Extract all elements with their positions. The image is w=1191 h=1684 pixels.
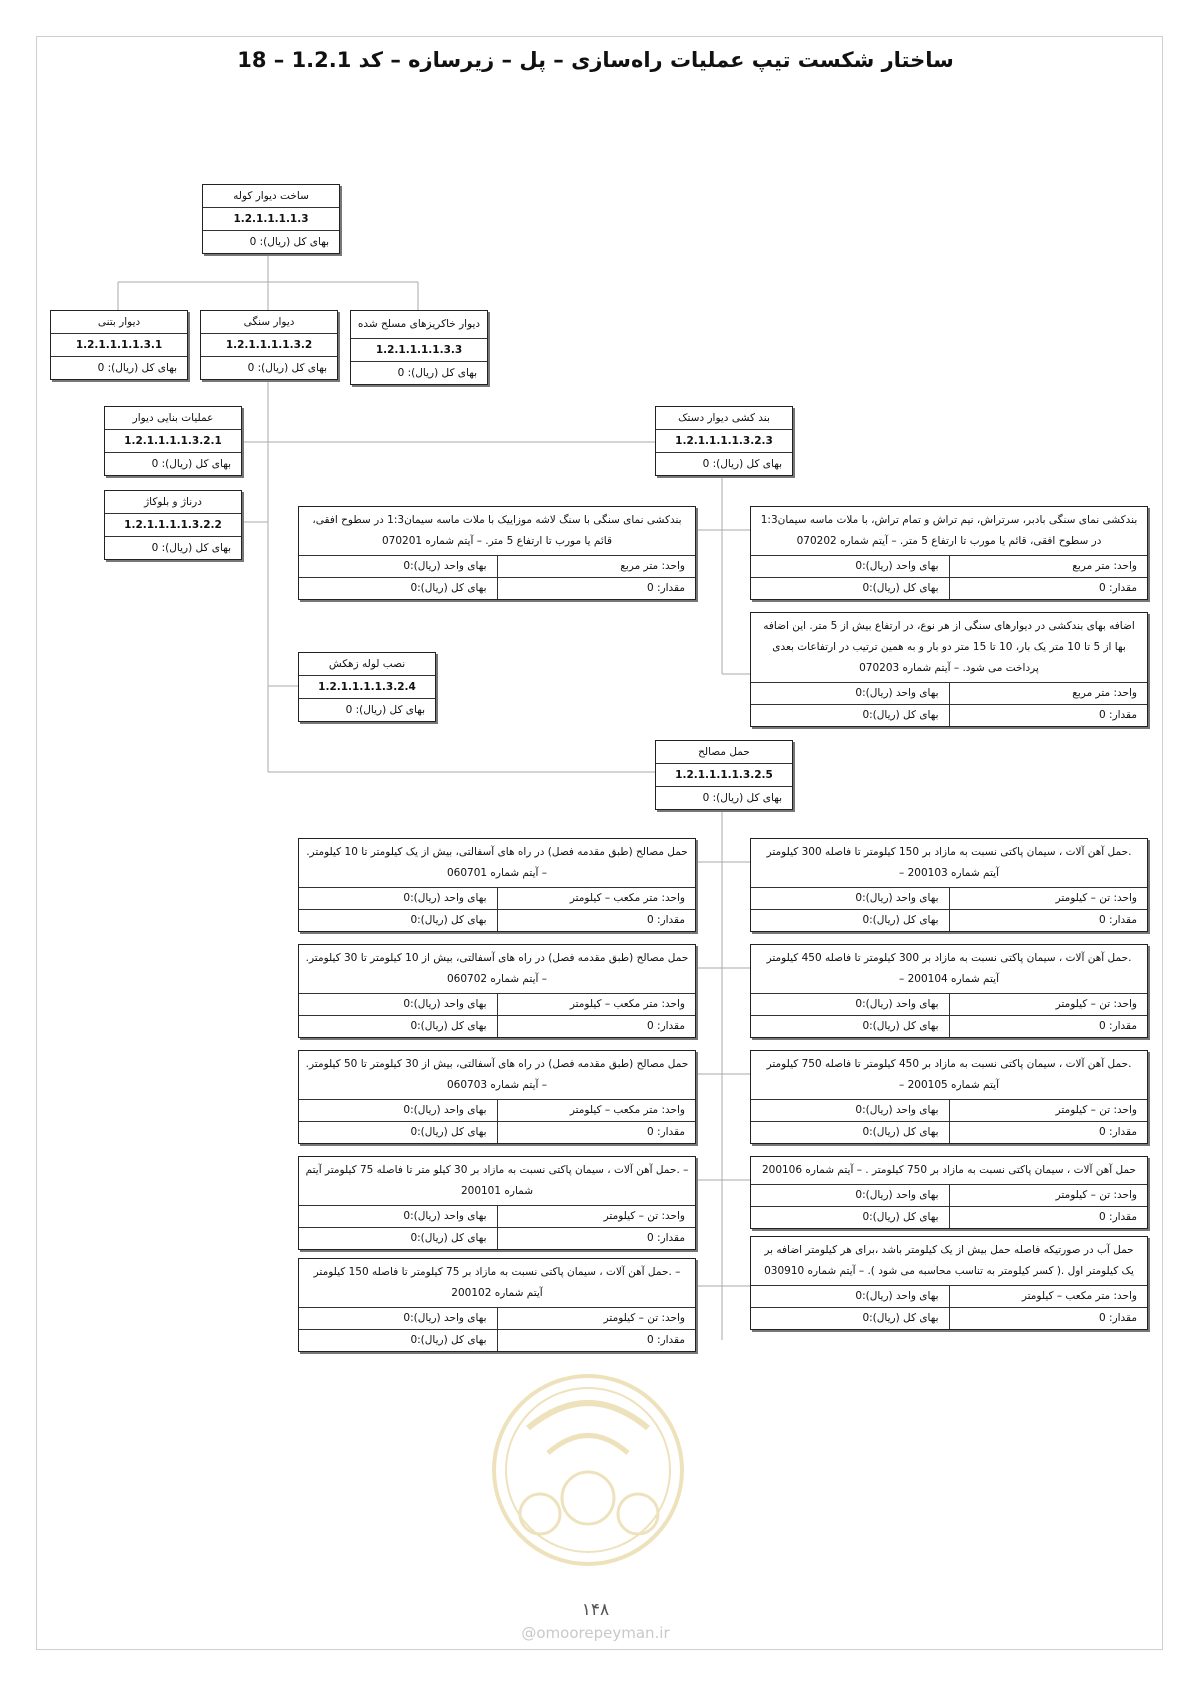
- watermark-logo: [488, 1358, 688, 1588]
- item-quantity: مقدار: 0: [1099, 1312, 1137, 1324]
- item-quantity: مقدار: 0: [647, 1020, 685, 1032]
- item-total-price: بهای کل (ریال):0: [299, 910, 498, 931]
- node-masonry[interactable]: [104, 406, 242, 476]
- item-description: حمل آب در صورتیکه فاصله حمل بیش از یک کیلومتر باشد ،برای هر کیلومتر اضافه بر یک کیلومتر اول .( کسر کیلومتر به تناسب محاسبه می شود ). – آیتم شماره 030910: [751, 1237, 1147, 1286]
- item-unit-price: بهای واحد (ریال):0: [299, 1308, 498, 1329]
- item-200104[interactable]: [750, 944, 1148, 1038]
- node-drainage-blocking[interactable]: [104, 490, 242, 560]
- node-stone-wall[interactable]: [200, 310, 338, 380]
- node-title: ساخت دیوار کوله: [233, 190, 309, 202]
- item-total-price: بهای کل (ریال):0: [751, 705, 950, 726]
- node-reinforced-earth-wall[interactable]: [350, 310, 488, 385]
- item-unit-price: بهای واحد (ریال):0: [299, 1206, 498, 1227]
- node-concrete-wall[interactable]: [50, 310, 188, 380]
- node-code: 1.2.1.1.1.1.3.1: [51, 333, 187, 356]
- item-quantity: مقدار: 0: [1099, 914, 1137, 926]
- item-total-price: بهای کل (ریال):0: [299, 578, 498, 599]
- node-material-transport[interactable]: [655, 740, 793, 810]
- item-unit-price: بهای واحد (ریال):0: [751, 1286, 950, 1307]
- node-code: 1.2.1.1.1.1.3.2.2: [105, 513, 241, 536]
- item-total-price: بهای کل (ریال):0: [751, 910, 950, 931]
- node-total: بهای کل (ریال): 0: [105, 536, 241, 559]
- node-total: بهای کل (ریال): 0: [656, 786, 792, 809]
- item-total-price: بهای کل (ریال):0: [751, 1016, 950, 1037]
- node-title: درناژ و بلوکاژ: [144, 496, 202, 508]
- item-030910[interactable]: [750, 1236, 1148, 1330]
- item-unit-price: بهای واحد (ریال):0: [751, 994, 950, 1015]
- node-title: دیوار سنگی: [243, 316, 295, 328]
- item-description: حمل مصالح (طبق مقدمه فصل) در راه های آسفالتی، بیش از یک کیلومتر تا 10 کیلومتر. – آیتم شماره 060701: [299, 839, 695, 888]
- item-unit: واحد: تن – کیلومتر: [1055, 1104, 1137, 1116]
- node-total: بهای کل (ریال): 0: [656, 452, 792, 475]
- item-quantity: مقدار: 0: [647, 1232, 685, 1244]
- item-quantity: مقدار: 0: [1099, 1020, 1137, 1032]
- item-unit-price: بهای واحد (ریال):0: [751, 1100, 950, 1121]
- item-unit-price: بهای واحد (ریال):0: [299, 556, 498, 577]
- node-root[interactable]: [202, 184, 340, 254]
- node-total: بهای کل (ریال): 0: [105, 452, 241, 475]
- item-unit: واحد: تن – کیلومتر: [603, 1210, 685, 1222]
- item-070203[interactable]: [750, 612, 1148, 727]
- item-060703[interactable]: [298, 1050, 696, 1144]
- item-quantity: مقدار: 0: [1099, 582, 1137, 594]
- item-200105[interactable]: [750, 1050, 1148, 1144]
- item-description: بندکشی نمای سنگی با سنگ لاشه موزاییک با ملات ماسه سیمان1:3 در سطوح افقی، قائم یا مورب تا ارتفاع 5 متر. – آیتم شماره 070201: [299, 507, 695, 556]
- item-unit-price: بهای واحد (ریال):0: [299, 888, 498, 909]
- item-unit-price: بهای واحد (ریال):0: [299, 1100, 498, 1121]
- item-quantity: مقدار: 0: [1099, 1211, 1137, 1223]
- item-total-price: بهای کل (ریال):0: [751, 1308, 950, 1329]
- item-quantity: مقدار: 0: [647, 1334, 685, 1346]
- item-total-price: بهای کل (ریال):0: [751, 1122, 950, 1143]
- node-drain-pipe[interactable]: [298, 652, 436, 722]
- item-070202[interactable]: [750, 506, 1148, 600]
- node-title: عملیات بنایی دیوار: [132, 412, 214, 424]
- item-unit-price: بهای واحد (ریال):0: [751, 683, 950, 704]
- node-code: 1.2.1.1.1.1.3.3: [351, 338, 487, 361]
- node-code: 1.2.1.1.1.1.3.2.1: [105, 429, 241, 452]
- watermark-seal-icon: [488, 1358, 688, 1588]
- item-unit: واحد: متر مکعب – کیلومتر: [1021, 1290, 1137, 1302]
- node-code: 1.2.1.1.1.1.3.2.5: [656, 763, 792, 786]
- node-total: بهای کل (ریال): 0: [203, 230, 339, 253]
- item-total-price: بهای کل (ریال):0: [751, 1207, 950, 1228]
- item-description: بندکشی نمای سنگی بادبر، سرتراش، نیم تراش و تمام تراش، با ملات ماسه سیمان1:3 در سطوح افقی، قائم یا مورب تا ارتفاع 5 متر. – آیتم شماره 070202: [751, 507, 1147, 556]
- item-unit: واحد: متر مکعب – کیلومتر: [569, 998, 685, 1010]
- item-unit: واحد: تن – کیلومتر: [1055, 998, 1137, 1010]
- item-description: اضافه بهای بندکشی در دیوارهای سنگی از هر نوع، در ارتفاع بیش از 5 متر. این اضافه بها از 5 تا 10 متر یک بار، 10 تا 15 متر دو بار و به همین ترتیب در ارتفاعات بعدی پرداخت می شود. – آیتم شماره 070203: [751, 613, 1147, 683]
- item-060701[interactable]: [298, 838, 696, 932]
- item-total-price: بهای کل (ریال):0: [299, 1228, 498, 1249]
- node-code: 1.2.1.1.1.1.3.2.3: [656, 429, 792, 452]
- item-unit: واحد: متر مکعب – کیلومتر: [569, 1104, 685, 1116]
- item-unit: واحد: متر مربع: [1072, 687, 1137, 699]
- item-200103[interactable]: [750, 838, 1148, 932]
- item-200101[interactable]: [298, 1156, 696, 1250]
- item-unit-price: بهای واحد (ریال):0: [751, 1185, 950, 1206]
- item-060702[interactable]: [298, 944, 696, 1038]
- item-unit: واحد: تن – کیلومتر: [1055, 892, 1137, 904]
- item-unit: واحد: متر مکعب – کیلومتر: [569, 892, 685, 904]
- item-total-price: بهای کل (ریال):0: [299, 1330, 498, 1351]
- node-title: بند کشی دیوار دستک: [678, 412, 770, 424]
- node-code: 1.2.1.1.1.1.3.2: [201, 333, 337, 356]
- item-200102[interactable]: [298, 1258, 696, 1352]
- item-unit: واحد: تن – کیلومتر: [603, 1312, 685, 1324]
- item-quantity: مقدار: 0: [647, 582, 685, 594]
- node-code: 1.2.1.1.1.1.3.2.4: [299, 675, 435, 698]
- node-total: بهای کل (ریال): 0: [299, 698, 435, 721]
- item-quantity: مقدار: 0: [1099, 1126, 1137, 1138]
- node-title: نصب لوله زهکش: [328, 658, 406, 670]
- website-watermark: @omoorepeyman.ir: [521, 1624, 670, 1642]
- node-total: بهای کل (ریال): 0: [351, 361, 487, 384]
- item-quantity: مقدار: 0: [647, 914, 685, 926]
- page-title: ساختار شکست تیپ عملیات راه‌سازی – پل – زیرسازه – کد 1.2.1 – 18: [237, 48, 954, 72]
- item-total-price: بهای کل (ریال):0: [751, 578, 950, 599]
- node-title: دیوار خاکریزهای مسلح شده: [357, 318, 481, 330]
- item-unit: واحد: متر مربع: [620, 560, 685, 572]
- item-unit-price: بهای واحد (ریال):0: [299, 994, 498, 1015]
- node-pointing[interactable]: [655, 406, 793, 476]
- item-total-price: بهای کل (ریال):0: [299, 1122, 498, 1143]
- item-quantity: مقدار: 0: [647, 1126, 685, 1138]
- item-total-price: بهای کل (ریال):0: [299, 1016, 498, 1037]
- node-code: 1.2.1.1.1.1.3: [203, 207, 339, 230]
- item-unit: واحد: تن – کیلومتر: [1055, 1189, 1137, 1201]
- item-quantity: مقدار: 0: [1099, 709, 1137, 721]
- item-description: – .حمل آهن آلات ، سیمان پاکتی نسبت به مازاد بر 30 کیلو متر تا فاصله 75 کیلومتر آیتم شماره 200101: [299, 1157, 695, 1206]
- node-title: دیوار بتنی: [97, 316, 141, 328]
- node-title: حمل مصالح: [698, 746, 750, 758]
- item-200106[interactable]: [750, 1156, 1148, 1229]
- item-description: .حمل آهن آلات ، سیمان پاکتی نسبت به مازاد بر 150 کیلومتر تا فاصله 300 کیلومتر آیتم شماره 200103 –: [751, 839, 1147, 888]
- node-total: بهای کل (ریال): 0: [201, 356, 337, 379]
- item-description: حمل آهن آلات ، سیمان پاکتی نسبت به مازاد بر 750 کیلومتر . – آیتم شماره 200106: [751, 1157, 1147, 1185]
- item-description: حمل مصالح (طبق مقدمه فصل) در راه های آسفالتی، بیش از 10 کیلومتر تا 30 کیلومتر. – آیتم شماره 060702: [299, 945, 695, 994]
- node-total: بهای کل (ریال): 0: [51, 356, 187, 379]
- item-unit-price: بهای واحد (ریال):0: [751, 556, 950, 577]
- item-description: حمل مصالح (طبق مقدمه فصل) در راه های آسفالتی، بیش از 30 کیلومتر تا 50 کیلومتر. – آیتم شماره 060703: [299, 1051, 695, 1100]
- item-description: .حمل آهن آلات ، سیمان پاکتی نسبت به مازاد بر 450 کیلومتر تا فاصله 750 کیلومتر آیتم شماره 200105 –: [751, 1051, 1147, 1100]
- item-unit: واحد: متر مربع: [1072, 560, 1137, 572]
- page-number: ۱۴۸: [581, 1600, 610, 1620]
- item-description: – .حمل آهن آلات ، سیمان پاکتی نسبت به مازاد بر 75 کیلومتر تا فاصله 150 کیلومتر آیتم شماره 200102: [299, 1259, 695, 1308]
- item-070201[interactable]: [298, 506, 696, 600]
- item-description: .حمل آهن آلات ، سیمان پاکتی نسبت به مازاد بر 300 کیلومتر تا فاصله 450 کیلومتر آیتم شماره 200104 –: [751, 945, 1147, 994]
- item-unit-price: بهای واحد (ریال):0: [751, 888, 950, 909]
